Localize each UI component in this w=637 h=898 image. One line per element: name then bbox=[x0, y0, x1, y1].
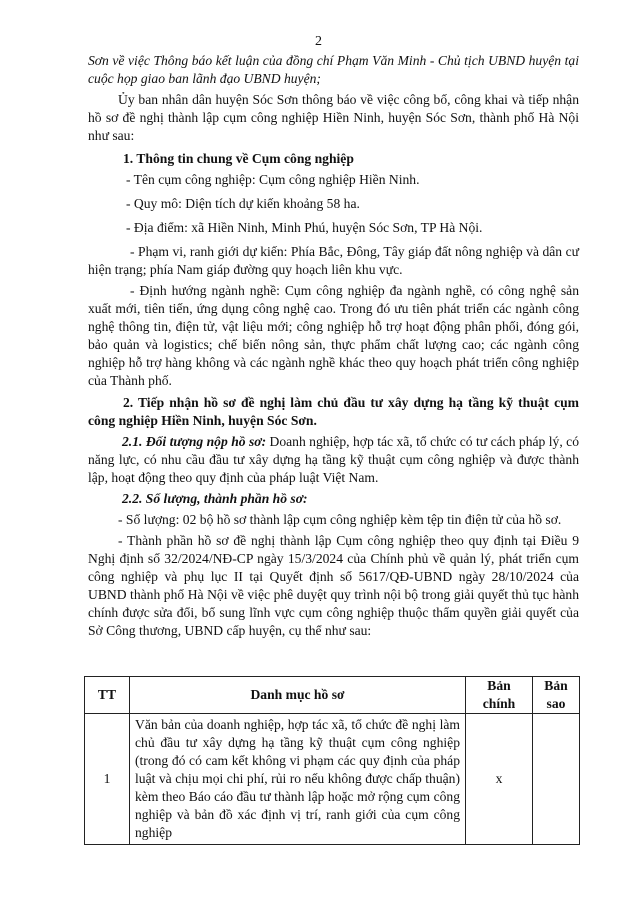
documents-table bbox=[84, 676, 580, 845]
intro-paragraph: Ủy ban nhân dân huyện Sóc Sơn thông báo về việc công bố, công khai và tiếp nhận hồ sơ đề nghị thành lập cụm công nghiệp Hiền Ninh, huyện Sóc Sơn, thành phố Hà Nội như sau: bbox=[88, 92, 579, 143]
section-2-2-label: 2.2. Số lượng, thành phần hồ sơ: bbox=[122, 491, 308, 506]
section-2-1-label: 2.1. Đối tượng nộp hồ sơ: bbox=[122, 434, 267, 449]
section-2-2-components: - Thành phần hồ sơ đề nghị thành lập Cụm công nghiệp theo quy định tại Điều 9 Nghị định số 32/2024/NĐ-CP ngày 15/3/2024 của Chính phủ về quản lý, phát triển cụm công nghiệp và phụ lục II tại Quyết định số 5617/QĐ-UBND ngày 28/10/2024 của UBND thành phố Hà Nội về việc phê duyệt quy trình nội bộ trong giải quyết thủ tục hành chính được sửa đổi, bổ sung lĩnh vực cụm công nghiệp thuộc thẩm quyền giải quyết của Sở Công thương, UBND cấp huyện, cụ thể như sau: bbox=[88, 533, 579, 638]
row-copy-mark bbox=[533, 714, 580, 845]
document-body bbox=[88, 52, 579, 640]
table-row bbox=[85, 714, 580, 845]
section-1-item-location: - Địa điểm: xã Hiền Ninh, Minh Phú, huyện Sóc Sơn, TP Hà Nội. bbox=[126, 220, 483, 235]
header-tt: TT bbox=[85, 677, 130, 714]
header-original-line2: chính bbox=[482, 696, 516, 711]
header-document-list: Danh mục hồ sơ bbox=[130, 677, 466, 714]
header-copy-line1: Bản bbox=[544, 678, 568, 693]
section-2-1-paragraph bbox=[88, 433, 579, 487]
page-number: 2 bbox=[315, 34, 322, 49]
row-number: 1 bbox=[85, 714, 130, 845]
header-original-line1: Bản bbox=[487, 678, 511, 693]
section-1-item-scale: - Quy mô: Diện tích dự kiến khoảng 58 ha. bbox=[126, 196, 360, 211]
header-copy-line2: sao bbox=[546, 696, 566, 711]
section-2-1-text: Doanh nghiệp, hợp tác xã, tổ chức có tư cách pháp lý, có năng lực, có nhu cầu đầu tư xây dựng hạ tầng kỹ thuật cụm công nghiệp và được thành lập, hoạt động theo quy định của pháp luật Việt Nam. bbox=[88, 434, 579, 485]
section-1-item-name: - Tên cụm công nghiệp: Cụm công nghiệp Hiền Ninh. bbox=[126, 172, 420, 187]
header-original bbox=[466, 677, 533, 714]
section-1-item-industry: - Định hướng ngành nghề: Cụm công nghiệp đa ngành nghề, có công nghệ sản xuất mới, tiên tiến, ứng dụng công nghệ cao. Trong đó ưu tiên phát triển các ngành công nghệ thông tin, điện tử, vật liệu mới; công nghiệp hỗ trợ hoạt động phân phối, đóng gói, bảo quản và logistics; chế biến nông sản, thực phẩm chất lượng cao; các ngành công nghiệp hỗ trợ hàng không và các ngành nghề khác theo quy hoạch phát triển công nghiệp của Thành phố. bbox=[88, 283, 579, 388]
row-document-name: Văn bản của doanh nghiệp, hợp tác xã, tổ chức đề nghị làm chủ đầu tư xây dựng hạ tầng kỹ thuật cụm công nghiệp (trong đó có cam kết không vi phạm các quy định của pháp luật và chịu mọi chi phí, rủi ro nếu không được chấp thuận) kèm theo Báo cáo đầu tư thành lập hoặc mở rộng cụm công nghiệp và bản đồ xác định vị trí, ranh giới của cụm công nghiệp bbox=[130, 714, 466, 845]
section-1-heading: 1. Thông tin chung về Cụm công nghiệp bbox=[123, 151, 354, 166]
row-original-mark: x bbox=[466, 714, 533, 845]
section-1-item-boundary: - Phạm vi, ranh giới dự kiến: Phía Bắc, Đông, Tây giáp đất nông nghiệp và dân cư hiện trạng; phía Nam giáp đường quy hoạch liên khu vực. bbox=[88, 244, 579, 277]
table-header-row bbox=[85, 677, 580, 714]
header-copy bbox=[533, 677, 580, 714]
section-2-heading: 2. Tiếp nhận hồ sơ đề nghị làm chủ đầu tư xây dựng hạ tầng kỹ thuật cụm công nghiệp Hiền Ninh, huyện Sóc Sơn. bbox=[88, 395, 579, 428]
intro-italic-paragraph: Sơn về việc Thông báo kết luận của đồng chí Phạm Văn Minh - Chủ tịch UBND huyện tại cuộc họp giao ban lãnh đạo UBND huyện; bbox=[88, 53, 579, 86]
section-2-2-quantity: - Số lượng: 02 bộ hồ sơ thành lập cụm công nghiệp kèm tệp tin điện tử của hồ sơ. bbox=[118, 512, 562, 527]
